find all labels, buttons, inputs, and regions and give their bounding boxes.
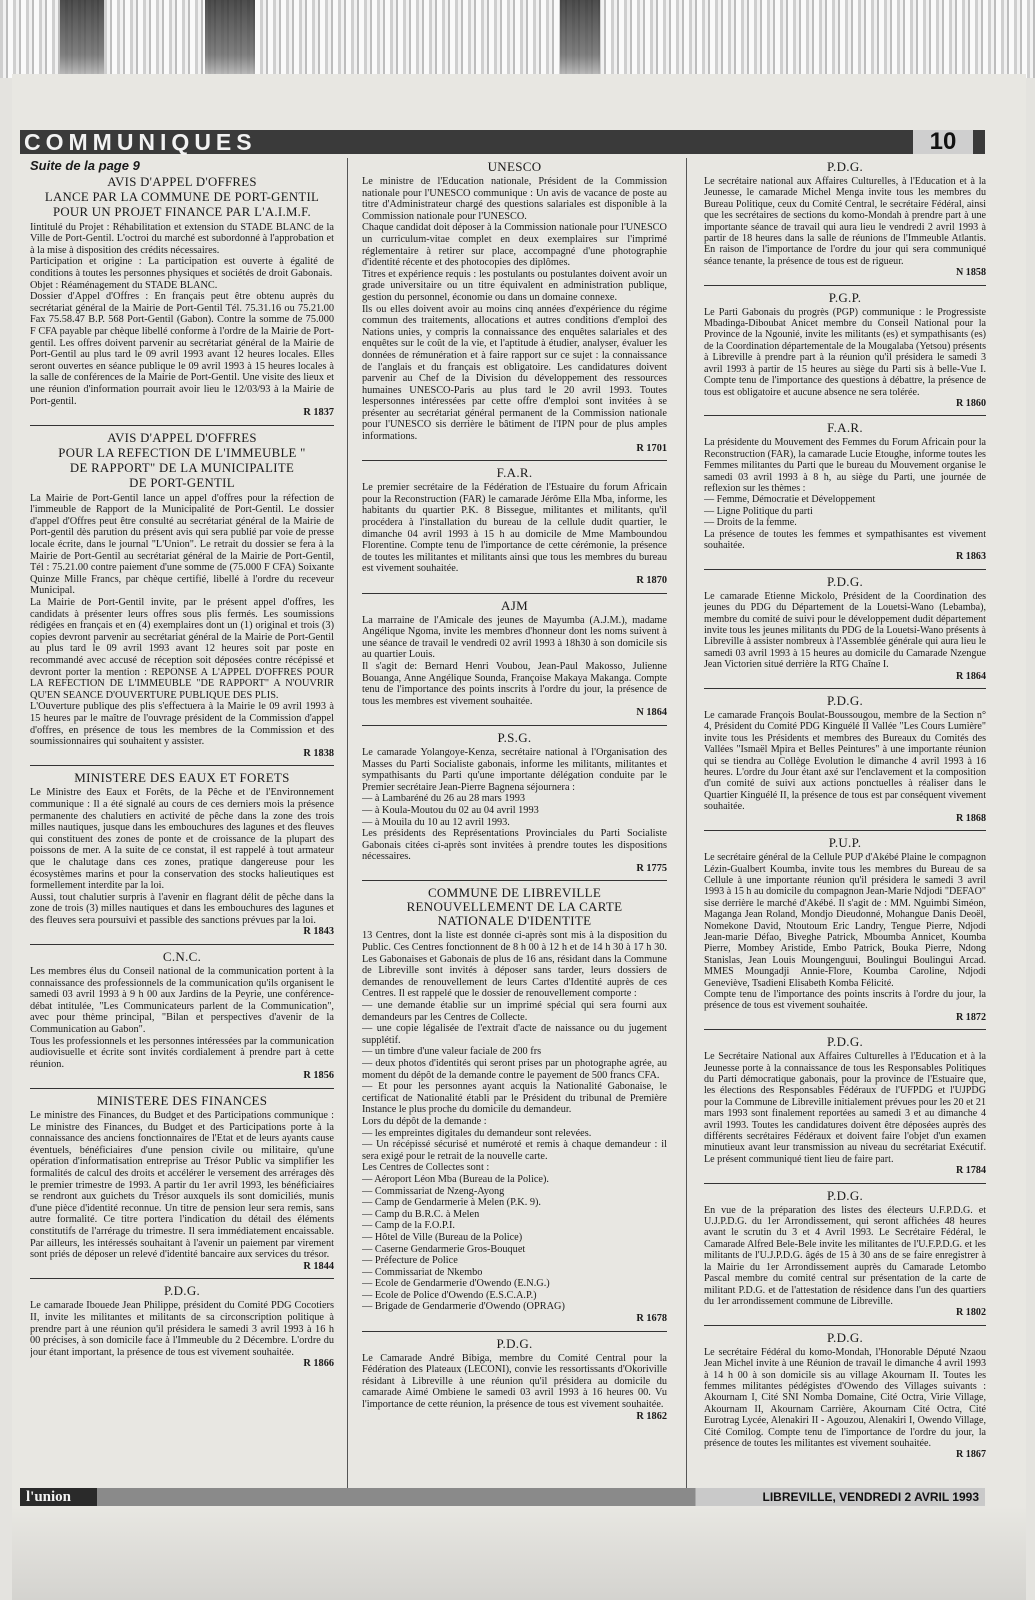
column-1 <box>30 160 334 1482</box>
article-separator <box>704 1029 986 1030</box>
article-separator <box>704 1183 986 1184</box>
notice-reference: R 1844 <box>303 1260 334 1272</box>
notice-body: Le ministre de l'Education nationale, Président de la Commission nationale pour l'UNESCO communique : Un avis de vacance de poste au titre d'Administrateur chargé des questions salariales est disponible à la Commission nationale pour l'UNESCO. Chaque candidat doit déposer à la Commission nationale pour l'UNESCO un curriculum-vitae complet en deux exemplaires sur l'imprimé réglementaire à retirer sur place, accompagné d'une photographie d'identité récente et des photocopies des diplômes. Titres et expérience requis : les postulants ou postulantes doivent avoir un grade universitaire ou un titre équivalent en administration publique, gestion du personnel, économie ou dans un domaine connexe. Ils ou elles doivent avoir au moins cinq années d'expérience du régime commun des traitements, allocations et autres conditions d'emploi des Nations unies, y compris la connaissance des enquêtes salariales et des enquêtes sur le coût de la vie, et l'aptitude à étudier, analyser, évaluer les données de rémunération et à faire rapport sur ce sujet : la connaissance de l'anglais et du français est obligatoire. Les candidatures doivent parvenir au Chef de la Division du développement des ressources humaines UNESCO-Paris au plus tard le 20 avril 1993. Toutes lespersonnes intéressées par cette offre d'emploi sont invitées à se présenter au secrétariat général permanent de la Commission nationale pour l'UNESCO sis derrière le bâtiment de l'IPN pour de plus amples informations. <box>362 176 667 443</box>
notice-article <box>362 599 667 719</box>
article-separator <box>704 830 986 831</box>
page-footer <box>20 1488 985 1506</box>
notice-body: Le secrétaire général de la Cellule PUP d'Akébé Plaine le compagnon Lézin-Gualbert Koumba, invite tous les membres du Bureau de sa Cellule à une importante réunion qu'il présidera le samedi 3 avril 1993 à 15 h au domicile du compagnon Jean-Marie Ndjodi "DEFAO" sise derrière le marché d'Akébé. Il s'agit de : MM. Nguimbi Siméon, Maganga Jean Roland, Mondjo Dieudonné, Mohangue Danis Deoël, Nomekone David, Ntoutoum Eric Landry, Tengue Pierre, Ndjodi Jean-marie Défao, Biveghe Patrick, Mboumba Annicet, Koumba Pierre, Mombey Aristide, Embo Patrick, Bouka Pierre, Ndong Stanislas, Jean Louis Moungenguui, Boulingui Boulingui Arcad. MMES Moungadji Annie-Flore, Koumba Caroline, Ndjodi Geneviève, Tsadieni Elisabeth Komba Félicité. Compte tenu de l'importance des points inscrits à l'ordre du jour, la présence de tous est vivement souhaitée. <box>704 852 986 1012</box>
notice-body: Le camarade Iboue​de Jean Philippe, président du Comité PDG Cocotiers II, invite les militantes et militants de sa circonscription politique à prendre part à une réunion qu'il présidera le samedi 3 avril 1993 à 16 h 00 précises, à son domicile face à l'Immeuble du 2 Décembre. L'ordre du jour étant important, la présence de tous est vivement souhaitée. <box>30 1300 334 1358</box>
scan-top-edge <box>0 0 1035 78</box>
notice-article <box>362 160 667 454</box>
notice-title: P.S.G. <box>497 729 532 745</box>
scan-mark <box>560 0 600 78</box>
scan-mark <box>205 0 255 78</box>
notice-title: P.D.G. <box>826 1034 864 1050</box>
article-separator <box>362 1331 667 1332</box>
notice-body: La marraine de l'Amicale des jeunes de Mayumba (A.J.M.), madame Angélique Ngoma, invite les membres d'honneur dont les noms suivent à une séance de travail le vendredi 02 avril 1993 à 18h30 à son domicile sis au quartier Louis. Il s'agit de: Bernard Henri Voubou, Jean-Paul Makosso, Julienne Bouanga, Anne Angélique Sounda, Françoise Makaya Makanga. Compte tenu de l'importance des points inscrits à l'ordre du jour, la présence de tous les membres est vivement souhaitée. <box>362 614 667 707</box>
issue-date: LIBREVILLE, VENDREDI 2 AVRIL 1993 <box>762 1490 979 1504</box>
article-separator <box>362 880 667 881</box>
article-separator <box>30 1278 334 1279</box>
notice-title: P.D.G. <box>826 1329 864 1345</box>
notice-title: UNESCO <box>487 160 542 174</box>
notice-reference: R 1802 <box>955 1307 986 1319</box>
notice-body: Le camarade Yolangoye-Kenza, secrétaire national à l'Organisation des Masses du Parti Socialiste gabonais, informe les militants, militantes et sympathisants du Parti qu'une importante délégation conduite par le Premier secrétaire Jean-Pierre Bagnena séjournera : — à Lambaréné du 26 au 28 mars 1993 — à Koula-Moutou du 02 au 04 avril 1993 — à Mouila du 10 au 12 avril 1993. Les présidents des Représentations Provinciales du Parti Socialiste Gabonais citées ci-après sont invitées à prendre toutes les dispositions nécessaires. <box>362 746 667 863</box>
notice-reference: R 1838 <box>303 747 334 759</box>
article-separator <box>704 569 986 570</box>
notice-body: Le ministre des Finances, du Budget et des Participations communique : Le ministre des Finances, du Budget et des Participations porte à la connaissance des anciens fonctionnaires de l'Etat et de leurs ayants cause éventuels, bénéficiaires d'une pension civile ou militaire, qu'une opération d'informatisation entreprise au Trésor Public va simplifier les formalités de calcul des droits et accélérer le versement des arrérages dès le premier trimestre de 1993. A partir du 1er avril 1993, les bénéficiaires se rendront aux guichets du Trésor auxquels ils sont domiciliés, munis d'une pièce d'identité reconnue. Un titre de pension leur sera remis, sans autre formalité. Ce titre portera l'indication du détail des éléments constitutifs de l'arrérage du trimestre. Il sera immédiatement encaissable. Par ailleurs, les intéressés souhaitant à l'avenir un paiement par virement sont priés de déposer un relevé d'identité bancaire aux services du trésor. <box>30 1110 334 1261</box>
notice-title: P.U.P. <box>828 835 862 851</box>
notice-reference: R 1701 <box>636 442 667 454</box>
notice-reference: R 1860 <box>955 397 986 409</box>
notice-article <box>704 694 986 824</box>
notice-title: P.D.G. <box>826 160 864 174</box>
notice-reference: R 1843 <box>303 926 334 938</box>
notice-article <box>704 421 986 562</box>
notice-reference: R 1775 <box>636 862 667 874</box>
notice-body: 13 Centres, dont la liste est donnée ci-après sont mis à la disposition du Public. Ces Centres fonctionnent de 8 h 00 à 12 h et de 14 h 30 à 17 h 30. Les Gabonaises et Gabonais de plus de 16 ans, résidant dans la Commune de Libreville sont invités à déposer sans tarder, leurs dossiers de demandes de renouvellement de leurs Cartes d'Identité auprès de ces Centres. Il est rappelé que le dossier de renouvellement comporte : — une demande établie sur un imprimé spécial qui sera fourni aux demandeurs par les Centres de Collecte. — une copie légalisée de l'extrait d'acte de naissance ou du jugement supplétif. — un timbre d'une valeur faciale de 200 frs — deux photos d'identités qui seront prises par un photographe agrée, au moment du dépôt de la demande contre le payement de 500 francs CFA. — Et pour les personnes ayant acquis la Nationalité Gabonaise, le certificat de Nationalité établi par le Président du tribunal de Première Instance le plus proche du domicile du demandeur. Lors du dépôt de la demande : — les empreintes digitales du demandeur sont relevées. — Un récépissé sécurisé et numéroté et remis à chaque demandeur : il sera exigé pour le retrait de la nouvelle carte. Les Centres de Collectes sont : — Aéroport Léon Mba (Bureau de la Police). — Commissariat de Nzeng-Ayong — Camp de Gendarmerie à Melen (P.K. 9). — Camp du B.R.C. à Melen — Camp de la F.O.P.I. — Hôtel de Ville (Bureau de la Police) — Caserne Gendarmerie Gros-Bouquet — Préfecture de Police — Commissariat de Nkembo — Ecole de Gendarmerie d'Owendo (E.N.G.) — Ecole de Police d'Owendo (E.S.C.A.P.) — Brigade de Gendarmerie d'Owendo (OPRAG) <box>362 930 667 1313</box>
notice-title: P.G.P. <box>828 289 862 305</box>
notice-title: P.D.G. <box>163 1283 201 1299</box>
page-bottom-margin <box>12 1506 1026 1600</box>
notice-reference: N 1858 <box>955 267 986 279</box>
notice-reference: R 1870 <box>636 575 667 586</box>
column-3 <box>704 160 986 1482</box>
notice-article <box>704 1331 986 1461</box>
notice-reference: R 1872 <box>955 1011 986 1023</box>
notice-title: AVIS D'APPEL D'OFFRES LANCE PAR LA COMMUNE DE PORT-GENTIL POUR UN PROJET FINANCE PAR L'A.I.M.F. <box>44 174 320 219</box>
article-separator <box>30 425 334 426</box>
notice-article <box>704 291 986 410</box>
notice-article <box>30 1284 334 1370</box>
notice-title: P.D.G. <box>826 573 864 589</box>
notice-title: COMMUNE DE LIBREVILLE RENOUVELLEMENT DE LA CARTE NATIONALE D'IDENTITE <box>406 885 623 929</box>
article-separator <box>30 765 334 766</box>
notice-reference: N 1864 <box>636 707 667 719</box>
article-separator <box>704 1325 986 1326</box>
notice-reference: R 1868 <box>955 812 986 824</box>
article-separator <box>362 460 667 461</box>
notice-reference: R 1856 <box>303 1070 334 1082</box>
notice-title: MINISTERE DES EAUX ET FORETS <box>74 770 290 786</box>
notice-body: Le Secrétaire National aux Affaires Culturelles à l'Education et à la Jeunesse porte à la connaissance de tous les Responsables Politiques du Parti démocratique gabonais, pour la province de l'Estuaire que, les élections des Responsables Fédéraux de l'UFPDG et l'UJPDG pour la Commune de Libreville initialement prévues pour les 20 et 21 mars 1993 sont finalement reportées au samedi 3 et au dimanche 4 avril 1993. Toutes les candidatures doivent être déposées auprès des différents secrétaires Fédéraux et doivent faire l'objet d'un examen minutieux avant leur transmission au niveau du secrétariat Exécutif. Le présent communiqué tient lieu de faire part. <box>704 1051 986 1165</box>
notice-article <box>30 431 334 760</box>
section-masthead <box>20 130 985 154</box>
notice-reference: R 1862 <box>636 1410 667 1422</box>
notice-article <box>30 175 334 419</box>
notice-title: AJM <box>501 597 528 613</box>
notice-body: Le premier secrétaire de la Fédération de l'Estuaire du forum Africain pour la Reconstruction (FAR) le camarade Jérôme Ella Mba, informe, les habitants du quartier P.K. 8 Bissegue, militantes et militants, qu'il procédera à l'installation du bureau de la cellule dudit quartier, le dimanche 04 avril 1993 à 15 h au domicile de Mme Mamboundou Florentine. Compte tenu de l'importance de cette cérémonie, la présence de toutes les militantes et militants ainsi que tous les membres du bureau est vivement souhaitée. <box>362 482 667 575</box>
notice-title: C.N.C. <box>162 949 202 965</box>
column-rule <box>347 158 348 1488</box>
notice-body: Le Parti Gabonais du progrès (PGP) communique : le Progressiste Mbadinga-Diboubat Anicet membre du Conseil National pour la Province de la Ngounié, invite les militants (es) et sympathisants (es) de la Coordination départementale de la Mougalaba (Yetsou) présents à Libreville à prendre part à la réunion qu'il présidera le samedi 3 avril 1993 à partir de 15 heures au siège du Parti sis à belle-Vue I. Compte tenu de l'importance des questions à débattre, la présence de tous est obligatoire et aucune absence ne sera tolérée. <box>704 306 986 398</box>
notice-article <box>704 575 986 682</box>
notice-title: P.D.G. <box>826 1187 864 1203</box>
notice-article <box>362 886 667 1324</box>
notice-body: La présidente du Mouvement des Femmes du Forum Africain pour la Reconstruction (FAR), la camarade Lucie Etoughe, informe toutes les Femmes militantes du Parti que le bureau du Mouvement organise le samedi 03 avril 1993 à 8 h, au siège du Parti, une journée de reflexion sur les thèmes : — Femme, Démocratie et Développement — Ligne Politique du parti — Droits de la femme. La présence de toutes les femmes et sympathisantes est vivement souhaitée. <box>704 437 986 551</box>
article-separator <box>704 415 986 416</box>
page-number: 10 <box>913 130 973 154</box>
section-title: COMMUNIQUES <box>24 129 257 155</box>
notice-title: AVIS D'APPEL D'OFFRES POUR LA REFECTION DE L'IMMEUBLE " DE RAPPORT" DE LA MUNICIPALITE DE PORT-GENTIL <box>58 430 306 490</box>
notice-article <box>704 1035 986 1176</box>
notice-title: F.A.R. <box>496 465 533 481</box>
newspaper-name: l'union <box>26 1489 72 1505</box>
notice-article <box>30 950 334 1082</box>
notice-body: Le Camarade André Bibiga, membre du Comité Central pour la Fédération des Plateaux (LECONI), convie les ressortissants d'Okoriville résidant à Libreville à une réunion qu'il présidera au domicile du camarade Aimé Ombiene le samedi 03 avril 1993 à 16 heures 00. Vu l'importance de cette réunion, la présence de tous est vivement souhaitée. <box>362 1352 667 1411</box>
notice-body: Iintitulé du Projet : Réhabilitation et extension du STADE BLANC de la Ville de Port-Gentil. L'octroi du marché est subordonné à l'approbation et à la mise à disposition des crédits nécessaires. Participation et origine : La participation est ouverte à égalité de conditions à toutes les personnes physiques et sociétés de droit Gabonais. Objet : Réaménagement du STADE BLANC. Dossier d'Appel d'Offres : En français peut être obtenu auprès du secrétariat général de la Mairie de Port-Gentil Tél. 75.31.16 ou 75.21.00 Fax 75.58.47 B.P. 568 Port-Gentil (Gabon). Contre la somme de 75.000 F CFA payable par chèque libellé conforme à l'ordre de la Mairie de Port-gentil. Les offres doivent parvenir au secrétariat général de la Mairie de Port-Gentil au plus tard le 09 avril 1993 avant 12 heures locales. Elles seront ouvertes en séance publique le 09 avril 1993 à 15 heures locales à la salle de conférences de la Mairie de Port-Gentil. Une visite des lieux et une réunion d'information pourrait avoir lieu le 12/03/93 à la Mairie de Port-gentil. <box>30 221 334 407</box>
continued-label: Suite de la page 9 <box>30 160 140 173</box>
article-separator <box>30 944 334 945</box>
notice-title: F.A.R. <box>827 420 863 436</box>
scan-mark <box>60 0 104 78</box>
notice-article <box>30 771 334 938</box>
column-rule <box>686 158 687 1488</box>
article-separator <box>704 688 986 689</box>
notice-article <box>704 160 986 279</box>
notice-reference: R 1784 <box>955 1165 986 1177</box>
article-separator <box>362 725 667 726</box>
notice-reference: R 1837 <box>303 407 334 419</box>
notice-article <box>362 466 667 586</box>
notice-reference: R 1866 <box>303 1358 334 1370</box>
notice-article <box>704 1189 986 1319</box>
column-2 <box>362 160 667 1482</box>
notice-reference: R 1864 <box>955 670 986 682</box>
notice-article <box>362 731 667 875</box>
article-separator <box>362 593 667 594</box>
notice-body: Les membres élus du Conseil national de la communication portent à la connaissance des professionnels de la communication qu'ils organisent le samedi 03 avril 1993 à 9 h 00 aux Jardins de la Peyrie, une conférence-débat intitulée, "Les Communicateurs parlent de la Communication", avec pour thème principal, "Bilan et perspectives d'avenir de la Communication au Gabon". Tous les professionnels et les personnes intéressées par la communication audiovisuelle et écrite sont invités cordialement à prendre part à cette réunion. <box>30 966 334 1070</box>
notice-title: P.D.G. <box>826 693 864 709</box>
notice-article <box>704 836 986 1023</box>
notice-body: En vue de la préparation des listes des électeurs U.F.P.D.G. et U.J.P.D.G. du 1er Arrondissement, qui seront affichées 48 heures avant le scrutin du 3 et 4 Avril 1993. Le Secrétaire Fédéral, le Camarade Alfred Bele-Bele invite les militantes de l'U.F.P.D.G. et les militants de l'U.J.P.D.G. âgés de 15 à 30 ans de se faire enregistrer à la Mairie du 1er Arrondissement auprès du Camarade Letombo Pascal membre du comité central sur présentation de la carte de militant P.D.G. et de l'attestation de résidence dans l'un des quartiers du 1er arrondissement commune de Libreville. <box>704 1204 986 1307</box>
notice-reference: R 1867 <box>955 1449 986 1461</box>
notice-article <box>362 1337 667 1423</box>
notice-title: MINISTERE DES FINANCES <box>96 1093 268 1108</box>
article-separator <box>30 1088 334 1089</box>
article-separator <box>704 285 986 286</box>
notice-reference: R 1863 <box>955 551 986 563</box>
notice-body: Le Ministre des Eaux et Forêts, de la Pêche et de l'Environnement communique : Il a été signalé au cours de ces derniers mois la présence permanente des chalutiers en activité de pêche dans la zone des trois milles nautiques, jusque dans les embouchures des lagunes et des fleuves qui constituent des zones de ponte et de croissance de la plupart des poissons de mer. A la suite de ce constat, il est rappelé à tout armateur que le chalutage dans ces zones, pratique dangereuse pour les écosystèmes marins et pour la conservation des stocks halieutiques est formellement interdite par la loi. Aussi, tout chalutier surpris à l'avenir en flagrant délit de pêche dans la zone de trois (3) milles nautiques et dans les embouchures des lagunes et des fleuves sera poursuivi et passible des sanctions prévues par la loi. <box>30 787 334 926</box>
notice-title: P.D.G. <box>496 1335 533 1351</box>
notice-body: Le camarade Etienne Mickolo, Président de la Coordination des jeunes du PDG du Département de la Louetsi-Wano (Lebamba), membre du comité de suivi pour le développement dudit département invite tous les jeunes militants du PDG de la Louetsi-Wano présents à Libreville à assister nombreux à l'Assemblée générale qui aura lieu le samedi 03 avril 1993 à 15 heures au domicile du Camarade Nzengue Jean Victorien situé derrière la RTG Chaîne I. <box>704 590 986 671</box>
notice-body: Le camarade François Boulat-Boussougou, membre de la Section n° 4, Président du Comité PDG Kinguélé II Vallée "Les Cours Lumière" invite tous les Présidents et membres des Bureaux du Comités des Vallées "Ismaël Mpira et Belles Peintures" à une importante réunion qui se tiendra au Collège Evolution le dimanche 4 avril 1993 à 16 heures. L'ordre du Jour étant axé sur l'enclavement et la composition d'un comité de suivi aux actions ponctuelles à réaliser dans le Quartier Kinguélé II, la présence de tous est par conséquent vivement souhaitée. <box>704 710 986 813</box>
notice-body: Le secrétaire Fédéral du komo-Mondah, l'Honorable Député Nzaou Jean Michel invite à une Réunion de travail le dimanche 4 avril 1993 à 14 h 00 à son domicile sis au village Akournam II. Toutes les femmes militantes pédégistes d'Owendo des Villages suivants : Akournam I, Cité SNI Nomba Domaine, Cité Octra, Virie Village, Akournam II, Akournam Carrière, Akournam Cité Octra, Cité Eurotrag Lycée, Alenakiri II - Agouzou, Alenakiri I, Owendo Village, Cité Comilog. Compte tenu de l'importance de l'ordre du jour, la présence de toutes les militantes est vivement souhaitée. <box>704 1346 986 1449</box>
notice-reference: R 1678 <box>636 1313 667 1325</box>
notice-body: Le secrétaire national aux Affaires Culturelles, à l'Education et à la Jeunesse, le camarade Michel Menga invite tous les membres du Bureau Politique, ceux du Comité Central, le secrétaire Fédéral, ainsi que les secrétaires de sections du komo-Mondah à prendre part à une importante séance de travail qui aura lieu le vendredi 2 avril 1993 à partir de 18 heures dans la salle de réunions de l'Immeuble Atlantis. En raison de l'importance de l'ordre du jour qui sera communiqué séance tenante, la présence de tous est de rigueur. <box>704 176 986 267</box>
notice-body: La Mairie de Port-Gentil lance un appel d'offres pour la réfection de l'immeuble de Rapport de la Municipalité de Port-Gentil. Le dossier d'appel d'Offres peut être consulté au secrétariat général de la Mairie de Port-gentil dès parution du présent avis qui sera publié par voie de presse locale écrite, dans le journal "L'Union". Le retrait du dossier se fera à la Mairie de Port-Gentil au secrétariat général de la Mairie de Port-Gentil, Tél : 75.21.00 contre paiement d'une somme de (75.000 F CFA) Soixante Quinze Mille Francs, par chèque certifié, libellé à l'ordre du receveur Municipal. La Mairie de Port-Gentil invite, par le présent appel d'offres, les candidats à présenter leurs offres sous plis fermés. Les soumissions rédigées en français et en (4) exemplaires dont un (1) original et trois (3) copies devront parvenir au secrétariat général de la Mairie de Port-Gentil au plus tard le 09 avril 1993 avant 12 heures soit par poste en recommandé avec accusé de réception soit déposées contre récépissé et devront porter la mention : REPONSE A L'APPEL D'OFFRES POUR LA REFECTION DE L'IMMEUBLE "DE RAPPORT" A N'OUVRIR QU'EN SEANCE D'OUVERTURE PUBLIQUE DES PLIS. L'Ouverture publique des plis s'effectuera à la Mairie le 09 avril 1993 à 15 heures par le maître de l'ouvrage président de la Commission d'appel d'offres, en présence de tous les membres de la Commission et des soumissionnaires qui souhaitent y assister. <box>30 492 334 748</box>
notice-article <box>30 1094 334 1272</box>
